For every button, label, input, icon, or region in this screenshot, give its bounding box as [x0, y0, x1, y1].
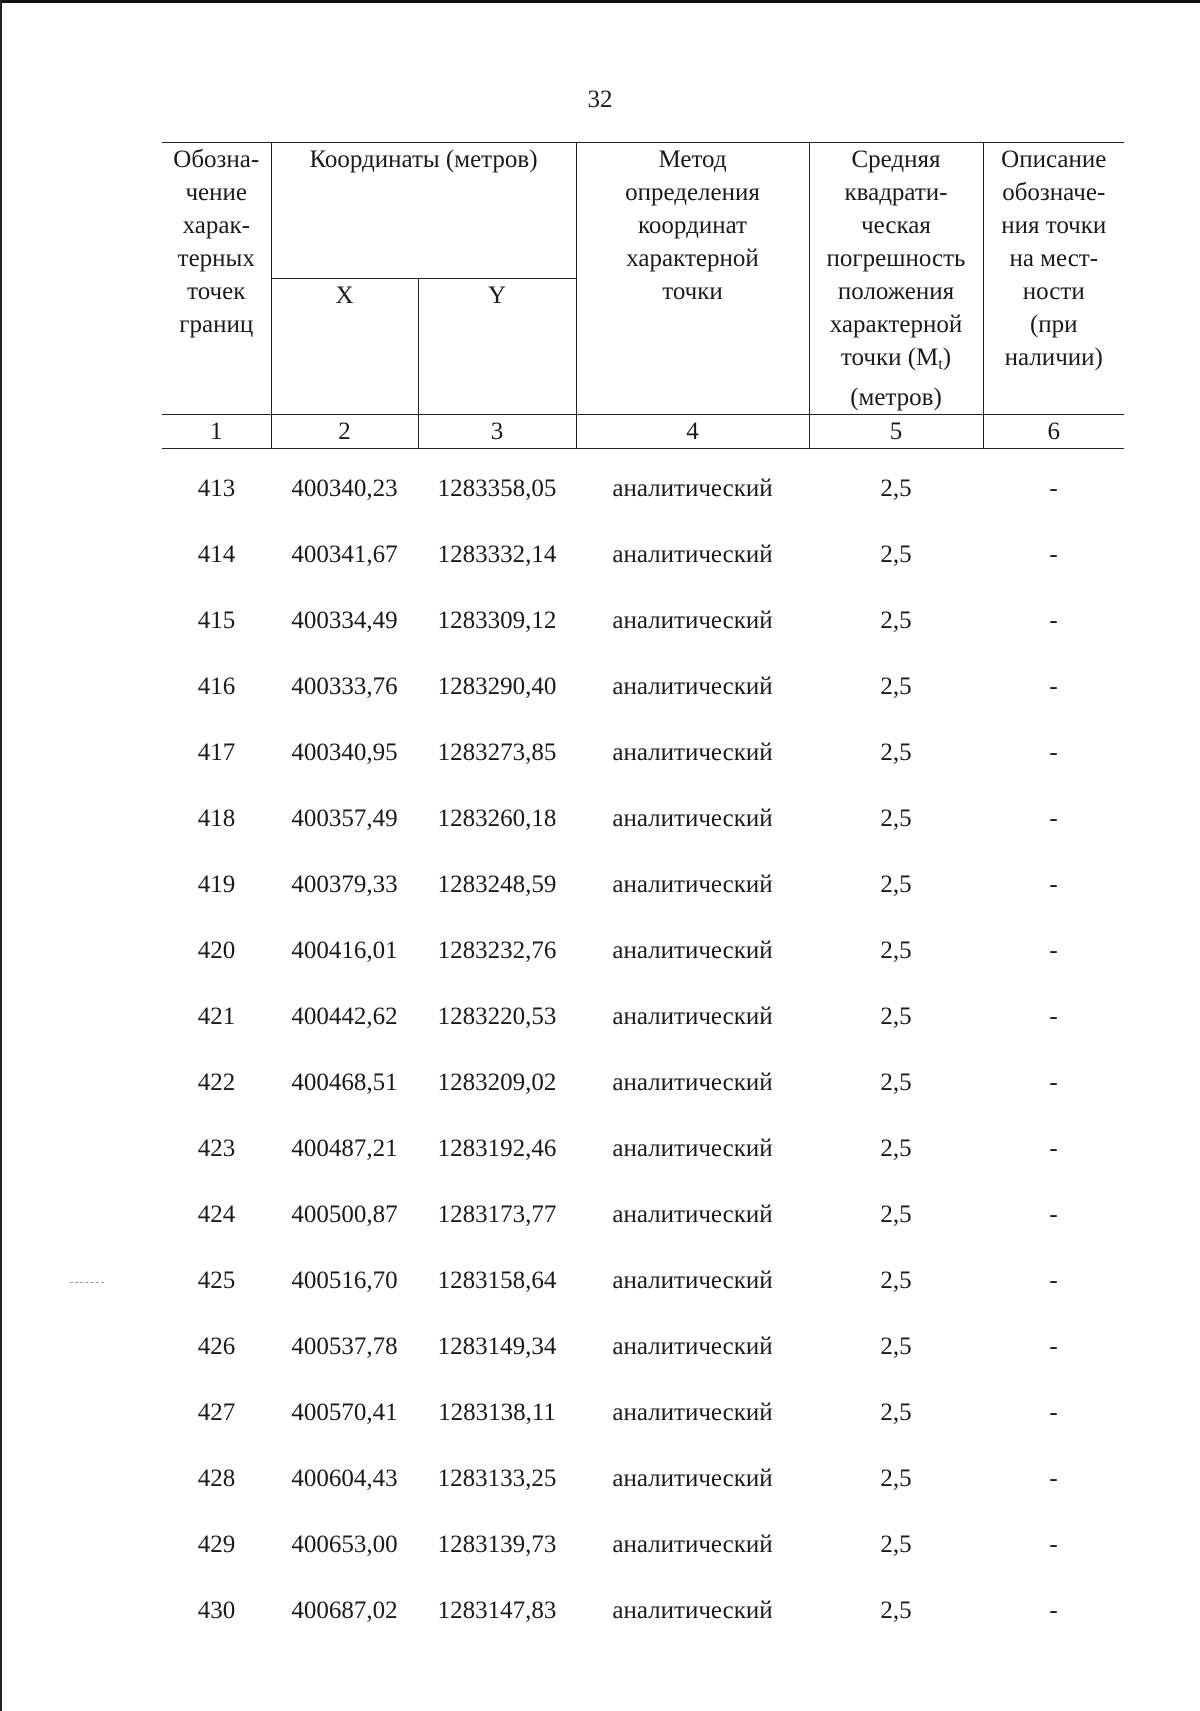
description-cell: -	[1049, 540, 1058, 568]
header-point-designation	[162, 143, 271, 415]
y-coordinate-cell: 1283332,14	[437, 540, 557, 568]
x-coordinate-cell: 400570,41	[291, 1398, 398, 1426]
header-line: точек	[187, 278, 246, 305]
point-number-cell: 414	[197, 540, 236, 568]
x-coordinate-cell: 400442,62	[291, 1002, 398, 1030]
error-cell: 2,5	[880, 936, 912, 964]
method-cell: аналитический	[612, 672, 773, 700]
point-number-cell: 417	[197, 738, 236, 766]
table-body	[162, 449, 1124, 1644]
table-row	[162, 917, 1124, 983]
point-number-cell: 424	[197, 1200, 236, 1228]
header-line: границ	[179, 311, 254, 338]
description-cell: -	[1049, 474, 1058, 502]
y-coordinate-cell: 1283147,83	[437, 1596, 557, 1624]
x-coordinate-cell: 400604,43	[291, 1464, 398, 1492]
mt-subscript: t	[938, 356, 943, 373]
point-number-cell: 416	[197, 672, 236, 700]
table-row	[162, 1049, 1124, 1115]
table-row	[162, 587, 1124, 653]
error-cell: 2,5	[880, 1464, 912, 1492]
header-line: характерной	[626, 245, 759, 272]
header-line: Средняя	[851, 146, 941, 173]
header-line: ния точки	[1001, 212, 1107, 239]
point-number-cell: 419	[197, 870, 236, 898]
error-cell: 2,5	[880, 804, 912, 832]
table-row	[162, 983, 1124, 1049]
point-number-cell: 426	[197, 1332, 236, 1360]
x-coordinate-cell: 400487,21	[291, 1134, 398, 1162]
table-row	[162, 851, 1124, 917]
error-cell: 2,5	[880, 1266, 912, 1294]
x-coordinate-cell: 400340,95	[291, 738, 398, 766]
x-coordinate-cell: 400516,70	[291, 1266, 398, 1294]
table-row	[162, 1511, 1124, 1577]
method-cell: аналитический	[612, 1266, 773, 1294]
error-cell: 2,5	[880, 474, 912, 502]
header-line: обозначе-	[1002, 179, 1106, 206]
column-number: 3	[418, 415, 576, 449]
description-cell: -	[1049, 1530, 1058, 1558]
header-line: координат	[638, 212, 747, 239]
table-header	[162, 143, 1124, 449]
description-cell: -	[1049, 1200, 1058, 1228]
header-line: положения	[837, 278, 955, 305]
x-coordinate-cell: 400687,02	[291, 1596, 398, 1624]
description-cell: -	[1049, 738, 1058, 766]
header-method	[576, 143, 809, 415]
method-cell: аналитический	[612, 1596, 773, 1624]
y-coordinate-cell: 1283138,11	[438, 1398, 556, 1426]
error-cell: 2,5	[880, 1068, 912, 1096]
point-number-cell: 430	[197, 1596, 236, 1624]
column-number: 1	[162, 415, 271, 449]
method-cell: аналитический	[612, 1134, 773, 1162]
point-number-cell: 421	[197, 1002, 236, 1030]
description-cell: -	[1049, 1266, 1058, 1294]
description-cell: -	[1049, 1398, 1058, 1426]
header-description	[983, 143, 1124, 415]
header-line: Метод	[658, 146, 727, 173]
x-coordinate-cell: 400468,51	[291, 1068, 398, 1096]
header-line: ческая	[861, 212, 931, 239]
header-x: X	[271, 279, 418, 415]
table-row	[162, 653, 1124, 719]
x-coordinate-cell: 400653,00	[291, 1530, 398, 1558]
mt-suffix: )	[942, 344, 952, 371]
header-line: на мест-	[1009, 245, 1099, 272]
x-coordinate-cell: 400416,01	[291, 936, 398, 964]
table-row	[162, 449, 1124, 522]
table-row	[162, 1313, 1124, 1379]
description-cell: -	[1049, 870, 1058, 898]
description-cell: -	[1049, 1134, 1058, 1162]
y-coordinate-cell: 1283290,40	[437, 672, 557, 700]
table-row	[162, 521, 1124, 587]
header-mean-square-error	[809, 143, 983, 415]
y-coordinate-cell: 1283139,73	[437, 1530, 557, 1558]
point-number-cell: 422	[197, 1068, 236, 1096]
y-coordinate-cell: 1283158,64	[437, 1266, 557, 1294]
error-cell: 2,5	[880, 672, 912, 700]
y-coordinate-cell: 1283192,46	[437, 1134, 557, 1162]
x-coordinate-cell: 400379,33	[291, 870, 398, 898]
description-cell: -	[1049, 1464, 1058, 1492]
error-cell: 2,5	[880, 870, 912, 898]
method-cell: аналитический	[612, 1200, 773, 1228]
y-coordinate-cell: 1283133,25	[437, 1464, 557, 1492]
y-coordinate-cell: 1283220,53	[437, 1002, 557, 1030]
error-cell: 2,5	[880, 1332, 912, 1360]
x-coordinate-cell: 400357,49	[291, 804, 398, 832]
error-cell: 2,5	[880, 1530, 912, 1558]
y-coordinate-cell: 1283149,34	[437, 1332, 557, 1360]
y-coordinate-cell: 1283173,77	[437, 1200, 557, 1228]
header-line: харак-	[182, 212, 250, 239]
table-row	[162, 1115, 1124, 1181]
method-cell: аналитический	[612, 1002, 773, 1030]
header-line: точки	[662, 278, 723, 305]
description-cell: -	[1049, 1332, 1058, 1360]
method-cell: аналитический	[612, 1398, 773, 1426]
table-row	[162, 1181, 1124, 1247]
description-cell: -	[1049, 1596, 1058, 1624]
column-number: 4	[576, 415, 809, 449]
scan-edge-top	[0, 0, 1200, 3]
coordinates-table	[162, 142, 1124, 1643]
x-coordinate-cell: 400341,67	[291, 540, 398, 568]
error-cell: 2,5	[880, 1596, 912, 1624]
header-line: чение	[185, 179, 248, 206]
header-line: квадрати-	[844, 179, 948, 206]
description-cell: -	[1049, 606, 1058, 634]
description-cell: -	[1049, 1002, 1058, 1030]
header-coordinates-group: Координаты (метров)	[271, 143, 576, 279]
method-cell: аналитический	[612, 606, 773, 634]
point-number-cell: 415	[197, 606, 236, 634]
header-line: ности	[1022, 278, 1085, 305]
table-row	[162, 1247, 1124, 1313]
point-number-cell: 425	[197, 1266, 236, 1294]
description-cell: -	[1049, 936, 1058, 964]
y-coordinate-cell: 1283209,02	[437, 1068, 557, 1096]
point-number-cell: 413	[197, 474, 236, 502]
point-number-cell: 420	[197, 936, 236, 964]
method-cell: аналитический	[612, 870, 773, 898]
header-line: (метров)	[850, 384, 942, 411]
method-cell: аналитический	[612, 1464, 773, 1492]
y-coordinate-cell: 1283309,12	[437, 606, 557, 634]
method-cell: аналитический	[612, 540, 773, 568]
header-line: терных	[177, 245, 255, 272]
method-cell: аналитический	[612, 804, 773, 832]
error-cell: 2,5	[880, 1134, 912, 1162]
method-cell: аналитический	[612, 1332, 773, 1360]
mt-prefix: точки (M	[840, 344, 939, 371]
header-line: характерной	[829, 311, 963, 338]
y-coordinate-cell: 1283232,76	[437, 936, 557, 964]
table-row	[162, 1577, 1124, 1643]
description-cell: -	[1049, 1068, 1058, 1096]
header-line: погрешность	[826, 245, 966, 272]
table-row	[162, 1379, 1124, 1445]
method-cell: аналитический	[612, 738, 773, 766]
x-coordinate-cell: 400340,23	[291, 474, 398, 502]
column-number: 6	[983, 415, 1124, 449]
y-coordinate-cell: 1283273,85	[437, 738, 557, 766]
point-number-cell: 429	[197, 1530, 236, 1558]
description-cell: -	[1049, 672, 1058, 700]
column-number: 2	[271, 415, 418, 449]
y-coordinate-cell: 1283248,59	[437, 870, 557, 898]
table-row	[162, 785, 1124, 851]
x-coordinate-cell: 400334,49	[291, 606, 398, 634]
error-cell: 2,5	[880, 1398, 912, 1426]
error-cell: 2,5	[880, 606, 912, 634]
header-line: определения	[625, 179, 760, 206]
x-coordinate-cell: 400500,87	[291, 1200, 398, 1228]
method-cell: аналитический	[612, 1068, 773, 1096]
column-numbers-row	[162, 415, 1124, 449]
page-number: 32	[587, 86, 613, 113]
header-line: Обозна-	[173, 146, 260, 173]
method-cell: аналитический	[612, 936, 773, 964]
column-number: 5	[809, 415, 983, 449]
y-coordinate-cell: 1283260,18	[437, 804, 557, 832]
error-cell: 2,5	[880, 540, 912, 568]
header-line: наличии)	[1004, 344, 1103, 371]
x-coordinate-cell: 400537,78	[291, 1332, 398, 1360]
description-cell: -	[1049, 804, 1058, 832]
point-number-cell: 428	[197, 1464, 236, 1492]
header-y: Y	[418, 279, 576, 415]
scan-margin-mark	[70, 1282, 104, 1284]
point-number-cell: 423	[197, 1134, 236, 1162]
header-line-mt	[810, 341, 983, 381]
error-cell: 2,5	[880, 1002, 912, 1030]
x-coordinate-cell: 400333,76	[291, 672, 398, 700]
error-cell: 2,5	[880, 1200, 912, 1228]
method-cell: аналитический	[612, 474, 773, 502]
table-row	[162, 719, 1124, 785]
scan-edge-left	[0, 0, 2, 1711]
method-cell: аналитический	[612, 1530, 773, 1558]
point-number-cell: 418	[197, 804, 236, 832]
header-line: Описание	[1001, 146, 1107, 173]
point-number-cell: 427	[197, 1398, 236, 1426]
error-cell: 2,5	[880, 738, 912, 766]
header-line: (при	[1029, 311, 1078, 338]
y-coordinate-cell: 1283358,05	[437, 474, 557, 502]
table-row	[162, 1445, 1124, 1511]
